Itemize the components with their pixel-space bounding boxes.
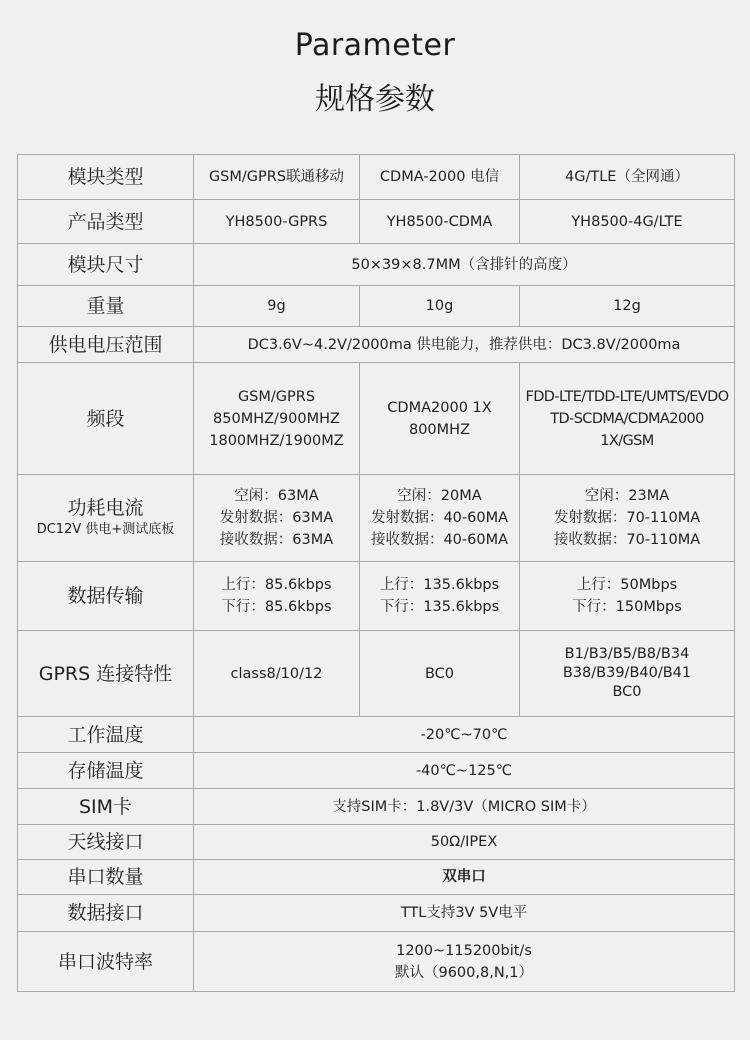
cell-module-type-gprs: GSM/GPRS联通移动 (194, 155, 360, 200)
cell-module-size: 50×39×8.7MM（含排针的高度） (194, 244, 735, 286)
label-store-temp: 存储温度 (18, 753, 194, 789)
row-module-type (18, 155, 735, 200)
cell-data-transfer-gprs (194, 562, 360, 631)
row-weight (18, 286, 735, 327)
cell-gprs-feature-lte (520, 631, 735, 717)
band-gprs-line: 850MHZ/900MHZ (213, 410, 340, 427)
cell-weight-lte: 12g (520, 286, 735, 327)
cell-power-cdma (360, 475, 520, 562)
power-cdma-line: 接收数据：40-60MA (370, 532, 509, 548)
cell-weight-gprs: 9g (194, 286, 360, 327)
label-module-type: 模块类型 (18, 155, 194, 200)
row-band (18, 363, 735, 475)
label-baud: 串口波特率 (18, 932, 194, 992)
band-lte-line: FDD-LTE/TDD-LTE/UMTS/EVDO (525, 388, 729, 405)
cell-gprs-feature-gprs: class8/10/12 (194, 631, 360, 717)
row-serial-count (18, 860, 735, 895)
label-data-transfer: 数据传输 (18, 562, 194, 631)
label-antenna: 天线接口 (18, 825, 194, 860)
label-product-type: 产品类型 (18, 200, 194, 244)
cell-power-gprs (194, 475, 360, 562)
label-band: 频段 (18, 363, 194, 475)
row-voltage (18, 327, 735, 363)
cell-store-temp: -40℃~125℃ (194, 753, 735, 789)
label-work-temp: 工作温度 (18, 717, 194, 753)
row-store-temp (18, 753, 735, 789)
data-transfer-cdma-line: 上行：135.6kbps (379, 577, 500, 593)
cell-data-transfer-cdma (360, 562, 520, 631)
power-gprs-line: 发射数据：63MA (219, 510, 334, 526)
power-lte-line: 空闲：23MA (584, 488, 670, 504)
power-cdma-line: 空闲：20MA (397, 488, 482, 504)
cell-product-type-gprs: YH8500-GPRS (194, 200, 360, 244)
cell-antenna: 50Ω/IPEX (194, 825, 735, 860)
power-lte-line: 接收数据：70-110MA (553, 532, 701, 548)
baud-line: 1200~115200bit/s (396, 942, 532, 959)
cell-data-interface: TTL支持3V 5V电平 (194, 895, 735, 932)
data-transfer-lte-line: 上行：50Mbps (576, 577, 678, 593)
row-baud (18, 932, 735, 992)
label-serial-count: 串口数量 (18, 860, 194, 895)
gprs-feature-lte-line: B38/B39/B40/B41 (562, 665, 692, 681)
cell-band-cdma (360, 363, 520, 475)
label-module-size: 模块尺寸 (18, 244, 194, 286)
band-cdma-line: 800MHZ (408, 421, 471, 438)
gprs-feature-lte-line: BC0 (612, 684, 642, 700)
power-label-main: 功耗电流 (67, 497, 144, 519)
page-title-cn: 规格参数 (315, 82, 435, 117)
page-title-en: Parameter (294, 28, 456, 63)
power-gprs-line: 空闲：63MA (234, 488, 319, 504)
spec-table (17, 154, 735, 992)
power-lte-line: 发射数据：70-110MA (553, 510, 701, 526)
row-data-transfer (18, 562, 735, 631)
power-label-sub: DC12V 供电+测试底板 (36, 522, 175, 537)
band-lte-line: TD-SCDMA/CDMA2000 (550, 410, 704, 427)
data-transfer-gprs-line: 下行：85.6kbps (221, 599, 332, 615)
row-sim (18, 789, 735, 825)
cell-product-type-cdma: YH8500-CDMA (360, 200, 520, 244)
row-product-type (18, 200, 735, 244)
cell-band-gprs (194, 363, 360, 475)
band-cdma-line: CDMA2000 1X (387, 399, 492, 416)
row-module-size (18, 244, 735, 286)
band-gprs-line: GSM/GPRS (237, 388, 316, 405)
cell-power-lte (520, 475, 735, 562)
cell-band-lte (520, 363, 735, 475)
cell-serial-count: 双串口 (194, 860, 735, 895)
cell-module-type-lte: 4G/TLE（全网通） (520, 155, 735, 200)
label-gprs-feature: GPRS 连接特性 (18, 631, 194, 717)
cell-data-transfer-lte (520, 562, 735, 631)
row-work-temp (18, 717, 735, 753)
data-transfer-cdma-line: 下行：135.6kbps (379, 599, 500, 615)
cell-sim: 支持SIM卡：1.8V/3V（MICRO SIM卡） (194, 789, 735, 825)
cell-module-type-cdma: CDMA-2000 电信 (360, 155, 520, 200)
cell-gprs-feature-cdma: BC0 (360, 631, 520, 717)
data-transfer-gprs-line: 上行：85.6kbps (221, 577, 332, 593)
power-gprs-line: 接收数据：63MA (219, 532, 334, 548)
gprs-feature-lte-line: B1/B3/B5/B8/B34 (564, 646, 690, 662)
label-weight: 重量 (18, 286, 194, 327)
label-voltage: 供电电压范围 (18, 327, 194, 363)
band-lte-line: 1X/GSM (600, 432, 654, 449)
label-power (18, 475, 194, 562)
cell-work-temp: -20℃~70℃ (194, 717, 735, 753)
row-power (18, 475, 735, 562)
label-data-interface: 数据接口 (18, 895, 194, 932)
cell-baud (194, 932, 735, 992)
cell-weight-cdma: 10g (360, 286, 520, 327)
label-sim: SIM卡 (18, 789, 194, 825)
cell-voltage: DC3.6V~4.2V/2000ma 供电能力，推荐供电：DC3.8V/2000ma (194, 327, 735, 363)
band-gprs-line: 1800MHZ/1900MZ (209, 432, 344, 449)
baud-line: 默认（9600,8,N,1） (394, 964, 534, 981)
data-transfer-lte-line: 下行：150Mbps (572, 599, 682, 615)
row-antenna (18, 825, 735, 860)
row-data-interface (18, 895, 735, 932)
cell-product-type-lte: YH8500-4G/LTE (520, 200, 735, 244)
power-cdma-line: 发射数据：40-60MA (370, 510, 509, 526)
row-gprs-feature (18, 631, 735, 717)
